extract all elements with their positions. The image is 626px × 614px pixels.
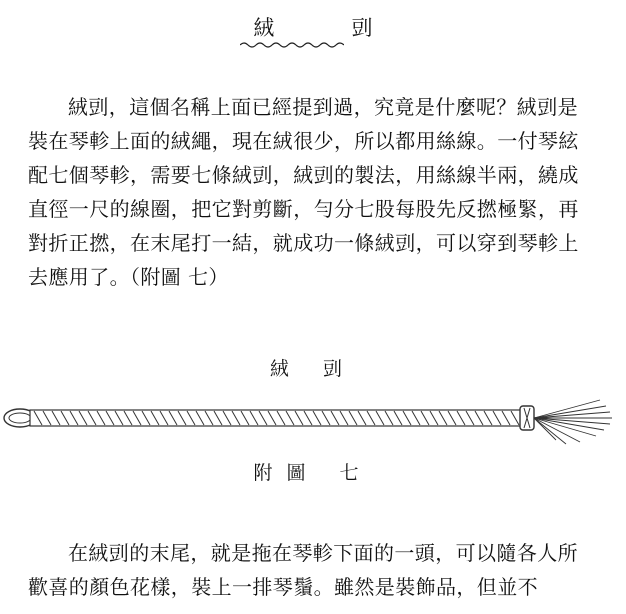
heading-wavy-underline [240, 40, 344, 50]
section-heading [0, 12, 626, 42]
body-paragraph-2: 在絨剅的末尾，就是拖在琴軫下面的一頭，可以隨各人所歡喜的顏色花樣，裝上一排琴鬚。雖然是裝飾品，但並不 [28, 541, 578, 599]
figure-title: 絨 剅 [269, 358, 357, 380]
rope-illustration [0, 396, 626, 456]
body-paragraph-1: 絨剅，這個名稱上面已經提到過，究竟是什麼呢？絨剅是裝在琴軫上面的絨繩，現在絨很少，所以都用絲線。一付琴絃配七個琴軫，需要七條絨剅，絨剅的製法，用絲線半兩，繞成直徑一尺的線圈，把它對剪斷，勻分七股每股先反撚極緊，再對折正撚，在末尾打一結，就成功一條絨剅，可以穿到琴軫上去應用了。（附圖 七） [28, 95, 579, 289]
figure-caption: 附圖 七 [253, 462, 373, 484]
section-heading-text: 絨 剅 [253, 16, 401, 40]
